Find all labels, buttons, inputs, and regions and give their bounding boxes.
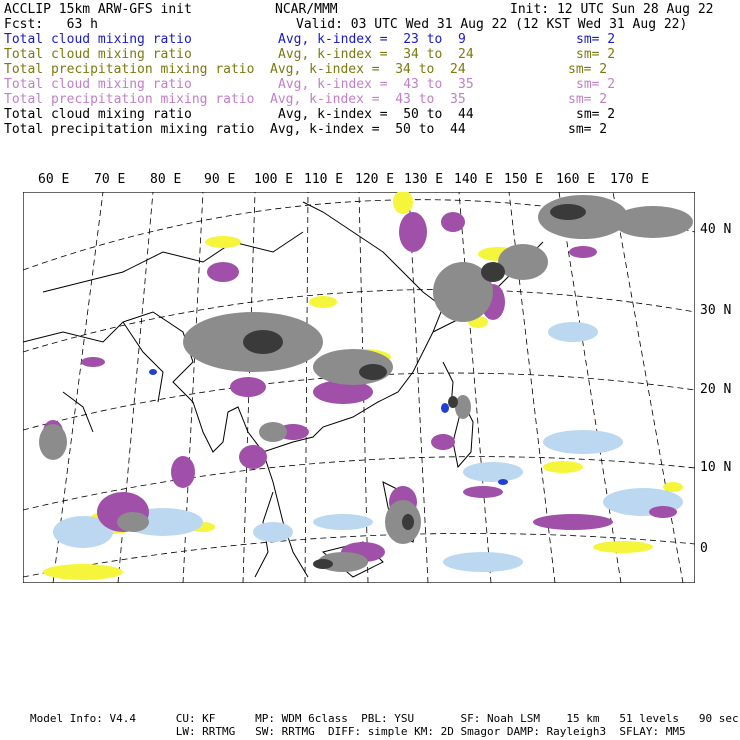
lat-label-40n: 40 N (700, 222, 732, 237)
field-7-avg: Avg, k-index = 50 to 44 (270, 122, 466, 137)
lon-label-100e: 100 E (254, 172, 294, 187)
field-6-name: Total cloud mixing ratio (4, 107, 192, 122)
lon-label-170e: 170 E (610, 172, 650, 187)
lon-label-130e: 130 E (404, 172, 444, 187)
lon-label-70e: 70 E (94, 172, 126, 187)
lon-label-110e: 110 E (304, 172, 344, 187)
lon-label-160e: 160 E (556, 172, 596, 187)
lon-label-150e: 150 E (504, 172, 544, 187)
field-2-name: Total cloud mixing ratio (4, 47, 192, 62)
lon-label-120e: 120 E (355, 172, 395, 187)
field-5-name: Total precipitation mixing ratio (4, 92, 255, 107)
field-3-sm: sm= 2 (568, 62, 608, 77)
field-3-avg: Avg, k-index = 34 to 24 (270, 62, 466, 77)
forecast-hour: Fcst: 63 h (4, 17, 98, 32)
lat-label-30n: 30 N (700, 303, 732, 318)
lon-label-140e: 140 E (454, 172, 494, 187)
forecast-map (23, 192, 695, 583)
field-7-sm: sm= 2 (568, 122, 608, 137)
lon-label-60e: 60 E (38, 172, 70, 187)
model-info-line-2: LW: RRTMG SW: RRTMG DIFF: simple KM: 2D Smagor DAMP: Rayleigh3 SFLAY: MM5 (30, 725, 686, 738)
field-5-sm: sm= 2 (568, 92, 608, 107)
field-6-avg: Avg, k-index = 50 to 44 (278, 107, 474, 122)
organization: NCAR/MMM (275, 2, 338, 17)
lat-label-10n: 10 N (700, 460, 732, 475)
field-5-avg: Avg, k-index = 43 to 35 (270, 92, 466, 107)
field-7-name: Total precipitation mixing ratio (4, 122, 255, 137)
field-6-sm: sm= 2 (576, 107, 616, 122)
field-4-sm: sm= 2 (576, 77, 616, 92)
field-2-avg: Avg, k-index = 34 to 24 (278, 47, 474, 62)
init-time: Init: 12 UTC Sun 28 Aug 22 (510, 2, 714, 17)
field-2-sm: sm= 2 (576, 47, 616, 62)
lon-label-90e: 90 E (204, 172, 236, 187)
field-3-name: Total precipitation mixing ratio (4, 62, 255, 77)
field-1-name: Total cloud mixing ratio (4, 32, 192, 47)
lat-label-20n: 20 N (700, 382, 732, 397)
field-1-avg: Avg, k-index = 23 to 9 (278, 32, 466, 47)
run-title: ACCLIP 15km ARW-GFS init (4, 2, 192, 17)
valid-time: Valid: 03 UTC Wed 31 Aug 22 (12 KST Wed 31 Aug 22) (296, 17, 688, 32)
model-info-line-1: Model Info: V4.4 CU: KF MP: WDM 6class PBL: YSU SF: Noah LSM 15 km 51 levels 90 sec (30, 712, 739, 725)
lon-label-80e: 80 E (150, 172, 182, 187)
field-4-name: Total cloud mixing ratio (4, 77, 192, 92)
field-4-avg: Avg, k-index = 43 to 35 (278, 77, 474, 92)
field-1-sm: sm= 2 (576, 32, 616, 47)
lat-label-0: 0 (700, 541, 708, 556)
